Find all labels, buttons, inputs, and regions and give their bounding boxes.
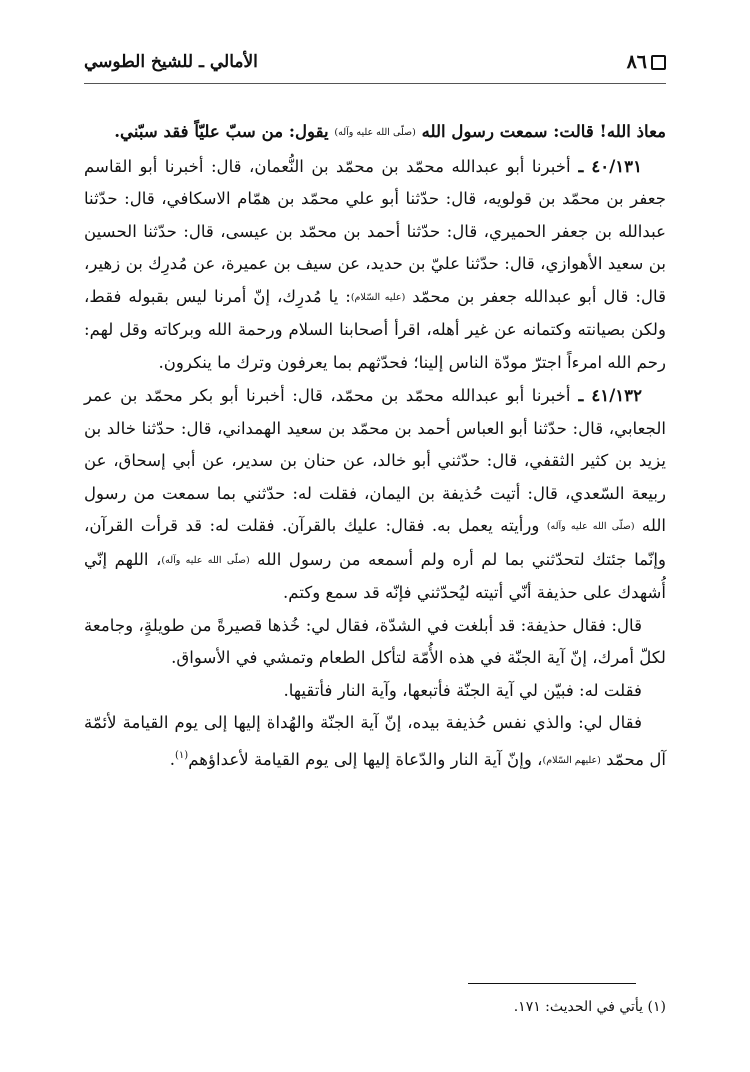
paragraph-text: : يا مُدرِك، إنّ أمرنا ليس بقبوله فقط، ولكن بصيانته وكتمانه عن غير أهله، اقرأ أصحابنا السلام ورحمة الله وبركاته وقل لهم: رحم الله امرءاً اجترّ مودّة الناس إلينا؛ فحدّثهم بما يعرفون وترك ما ينكرون.: [84, 286, 666, 372]
paragraph-text: ، اللهم إنّي أُشهدك على حذيفة أنّي أتيته ليُحدّثني فإنّه قد سمع وكتم.: [84, 549, 666, 602]
paragraph-text: فقال لي: والذي نفس حُذيفة بيده، إنّ آية الجنّة والهُداة إليها إلى يوم القيامة لأئمّة آل محمّد: [84, 713, 666, 769]
page-number-text: ٨٦: [626, 51, 647, 73]
running-title: الأمالي ـ للشيخ الطوسي: [84, 52, 258, 72]
main-text: [84, 115, 666, 777]
paragraph-text: معاذ الله! قالت: سمعت رسول الله: [415, 121, 666, 141]
paragraph-text: أخبرنا أبو عبدالله محمّد بن محمّد، قال: أخبرنا أبو بكر محمّد بن عمر الجعابي، قال: حدّثنا أبو العباس أحمد بن محمّد بن سعيد الهمداني، قال: حدّثنا خالد بن يزيد بن كثير الثقفي، قال: حدّثني أبو خالد، عن حنان بن سدير، عن أبي إسحاق، عن ربيعة السّعدي، قال: أتيت حُذيفة بن اليمان، فقلت له: حدّثني بما سمعت من رسول الله: [84, 386, 666, 535]
salawat-note: (صلّی الله علیه وآله): [546, 521, 635, 532]
paragraph: [84, 610, 666, 675]
paragraph: [84, 707, 666, 777]
paragraph: [84, 379, 666, 610]
salawat-note: (عليه السّلام): [350, 291, 406, 303]
footnote: (١) يأتي في الحديث: ١٧١.: [513, 999, 666, 1015]
salawat-note: (صلّی الله علیه وآله): [161, 554, 250, 566]
page-number: [627, 51, 666, 73]
paragraph-text: يقول: من سبّ عليّاً فقد سبّني.: [114, 121, 335, 141]
paragraph-text: قال: فقال حذيفة: قد أبلغت في الشدّة، فقال لي: خُذها قصيرةً من طويلةٍ، وجامعة لكلّ أمرك، إنّ آية الجنّة في هذه الأُمّة لتأكل الطعام وتمشي في الأسواق.: [84, 615, 666, 667]
paragraph-text: ورأيته يعمل به. فقال: عليك بالقرآن. فقلت له: قد قرأت القرآن، وإنّما جئتك لتحدّثني بما لم أره ولم أسمعه من رسول الله: [84, 516, 666, 569]
hadith-number: ٤١/١٣٢ ـ: [570, 385, 642, 405]
footnote-ref: (١): [175, 749, 189, 761]
paragraph-text: ، وإنّ آية النار والدّعاة إليها إلى يوم القيامة لأعداؤهم: [188, 749, 543, 769]
paragraph-text: أخبرنا أبو عبدالله محمّد بن محمّد بن النُّعمان، قال: أخبرنا أبو القاسم جعفر بن محمّد بن قولويه، قال: حدّثنا أبو علي محمّد بن همّام الاسكافي، قال: حدّثنا عبدالله بن جعفر الحميري، قال: حدّثنا أحمد بن محمّد بن عيسى، قال: حدّثنا الحسين بن سعيد الأهوازي، قال: حدّثنا عليّ بن حديد، عن سيف بن عميرة، عن مُدرِك بن زهير، قال: قال أبو عبدالله جعفر بن محمّد: [84, 156, 667, 306]
header-rule: [84, 83, 666, 84]
paragraph-text: .: [169, 749, 176, 769]
paragraph: [84, 150, 666, 380]
salawat-note: (صلّی الله علیه وآله): [334, 127, 416, 138]
page-marker-icon: [651, 55, 666, 70]
page-header: [84, 48, 666, 76]
salawat-note: (عليهم السّلام): [542, 754, 601, 766]
paragraph-text: فقلت له: فبيّن لي آية الجنّة فأتبعها، وآية النار فأتقيها.: [283, 680, 642, 700]
paragraph: [84, 115, 666, 150]
footnote-rule: [468, 983, 636, 984]
hadith-number: ٤٠/١٣١ ـ: [570, 155, 642, 176]
paragraph: [84, 675, 666, 708]
